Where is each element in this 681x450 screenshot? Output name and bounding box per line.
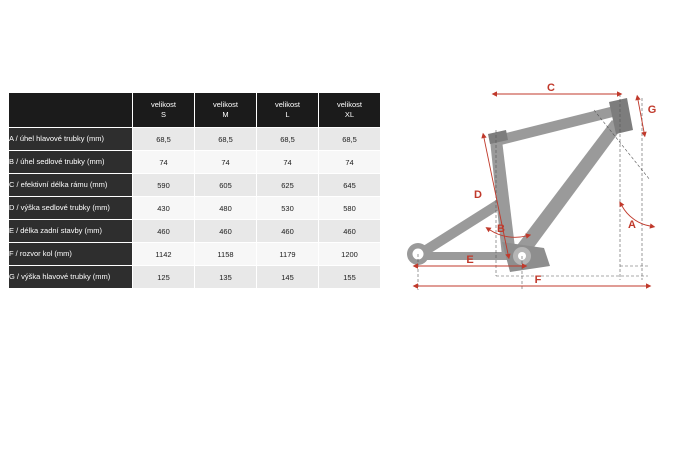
cell-g-xl: 155 (319, 266, 381, 289)
geometry-table (8, 92, 381, 289)
column-size: S (160, 110, 166, 119)
cell-d-l: 530 (257, 197, 319, 220)
dim-label-b: B (497, 223, 505, 235)
bicycle-frame-shape (407, 98, 633, 272)
cell-d-m: 480 (195, 197, 257, 220)
row-label-a: A / úhel hlavové trubky (mm) (9, 128, 133, 151)
dim-label-d: D (474, 189, 482, 201)
dim-label-c: C (547, 82, 555, 94)
table-row (9, 151, 381, 174)
cell-e-s: 460 (133, 220, 195, 243)
row-label-f: F / rozvor kol (mm) (9, 243, 133, 266)
row-label-d: D / výška sedlové trubky (mm) (9, 197, 133, 220)
table-row (9, 266, 381, 289)
table-row (9, 220, 381, 243)
cell-f-m: 1158 (195, 243, 257, 266)
table-header-row (9, 93, 381, 128)
table-row (9, 128, 381, 151)
cell-a-s: 68,5 (133, 128, 195, 151)
table-header-size-xl (319, 93, 381, 128)
table-row (9, 243, 381, 266)
table-row (9, 174, 381, 197)
cell-b-l: 74 (257, 151, 319, 174)
column-label: velikost (212, 99, 238, 109)
cell-e-xl: 460 (319, 220, 381, 243)
row-label-e: E / délka zadní stavby (mm) (9, 220, 133, 243)
cell-c-m: 605 (195, 174, 257, 197)
dim-label-a: A (628, 219, 636, 231)
table-header-size-m (195, 93, 257, 128)
cell-g-s: 125 (133, 266, 195, 289)
cell-f-xl: 1200 (319, 243, 381, 266)
cell-b-xl: 74 (319, 151, 381, 174)
cell-b-s: 74 (133, 151, 195, 174)
table-header-size-l (257, 93, 319, 128)
column-size: XL (344, 110, 355, 119)
cell-g-l: 145 (257, 266, 319, 289)
row-label-g: G / výška hlavové trubky (mm) (9, 266, 133, 289)
cell-g-m: 135 (195, 266, 257, 289)
column-label: velikost (336, 99, 362, 109)
column-size: L (285, 110, 290, 119)
table-row (9, 197, 381, 220)
dim-label-f: F (534, 274, 542, 286)
row-label-c: C / efektivní délka rámu (mm) (9, 174, 133, 197)
cell-c-xl: 645 (319, 174, 381, 197)
cell-c-s: 590 (133, 174, 195, 197)
dim-label-e: E (466, 254, 474, 266)
cell-e-m: 460 (195, 220, 257, 243)
cell-a-xl: 68,5 (319, 128, 381, 151)
cell-a-l: 68,5 (257, 128, 319, 151)
column-size: M (222, 110, 229, 119)
cell-e-l: 460 (257, 220, 319, 243)
cell-d-xl: 580 (319, 197, 381, 220)
column-label: velikost (150, 99, 176, 109)
cell-f-s: 1142 (133, 243, 195, 266)
dim-label-g: G (647, 104, 657, 116)
frame-geometry-diagram (398, 80, 673, 315)
cell-a-m: 68,5 (195, 128, 257, 151)
cell-b-m: 74 (195, 151, 257, 174)
cell-f-l: 1179 (257, 243, 319, 266)
row-label-b: B / úhel sedlové trubky (mm) (9, 151, 133, 174)
table-header-size-s (133, 93, 195, 128)
table-header-corner (9, 93, 133, 128)
cell-d-s: 430 (133, 197, 195, 220)
column-label: velikost (274, 99, 300, 109)
cell-c-l: 625 (257, 174, 319, 197)
